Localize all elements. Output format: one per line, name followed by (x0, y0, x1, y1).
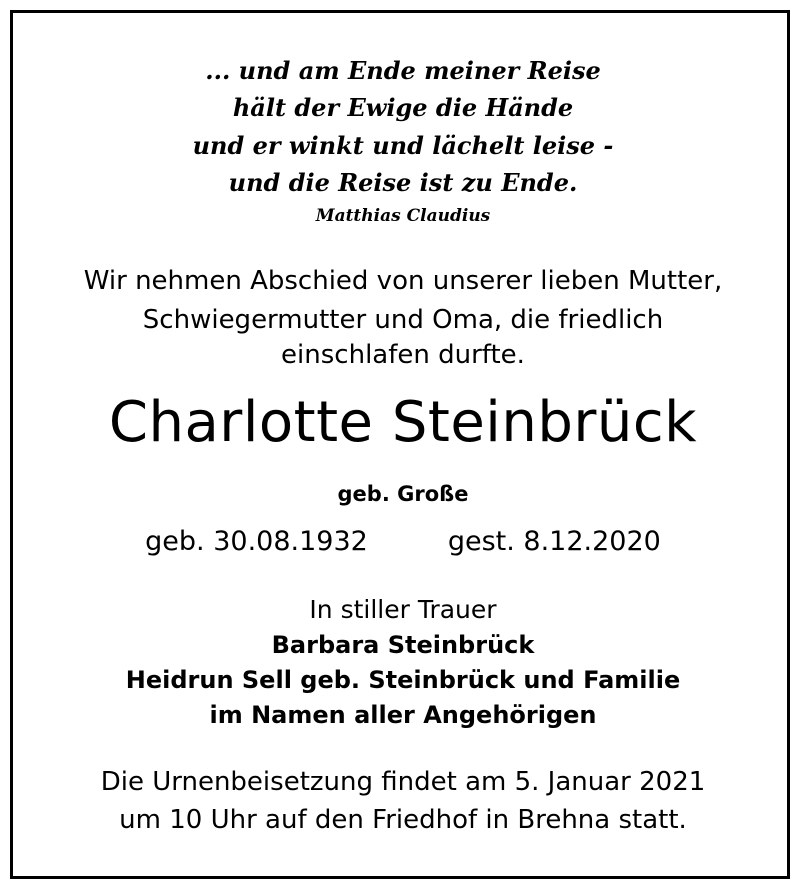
maiden-name: geb. Große (337, 482, 469, 506)
intro-line-2: Schwiegermutter und Oma, die friedlich (142, 305, 664, 335)
poem-author: Matthias Claudius (315, 206, 491, 226)
poem-line-2: hält der Ewige die Hände (232, 93, 574, 122)
poem-line-1: ... und am Ende meiner Reise (205, 56, 601, 85)
intro-line-1: Wir nehmen Abschied von unserer lieben Mutter, (83, 266, 723, 296)
mourning-lead: In stiller Trauer (309, 595, 497, 624)
poem-line-3: und er winkt und lächelt leise - (192, 131, 614, 160)
mourner-1: Barbara Steinbrück (271, 631, 535, 659)
death-date: gest. 8.12.2020 (447, 526, 661, 557)
birth-date: geb. 30.08.1932 (145, 526, 368, 557)
intro-line-3: einschlafen durfte. (281, 340, 525, 370)
mourner-2: Heidrun Sell geb. Steinbrück und Familie (125, 666, 681, 694)
mourner-3: im Namen aller Angehörigen (209, 701, 597, 729)
obituary-frame (10, 10, 790, 879)
funeral-line-2: um 10 Uhr auf den Friedhof in Brehna statt. (119, 805, 687, 835)
funeral-line-1: Die Urnenbeisetzung findet am 5. Januar 2021 (100, 767, 706, 797)
life-dates (13, 528, 793, 555)
poem-line-4: und die Reise ist zu Ende. (228, 168, 578, 197)
deceased-name: Charlotte Steinbrück (108, 390, 698, 455)
